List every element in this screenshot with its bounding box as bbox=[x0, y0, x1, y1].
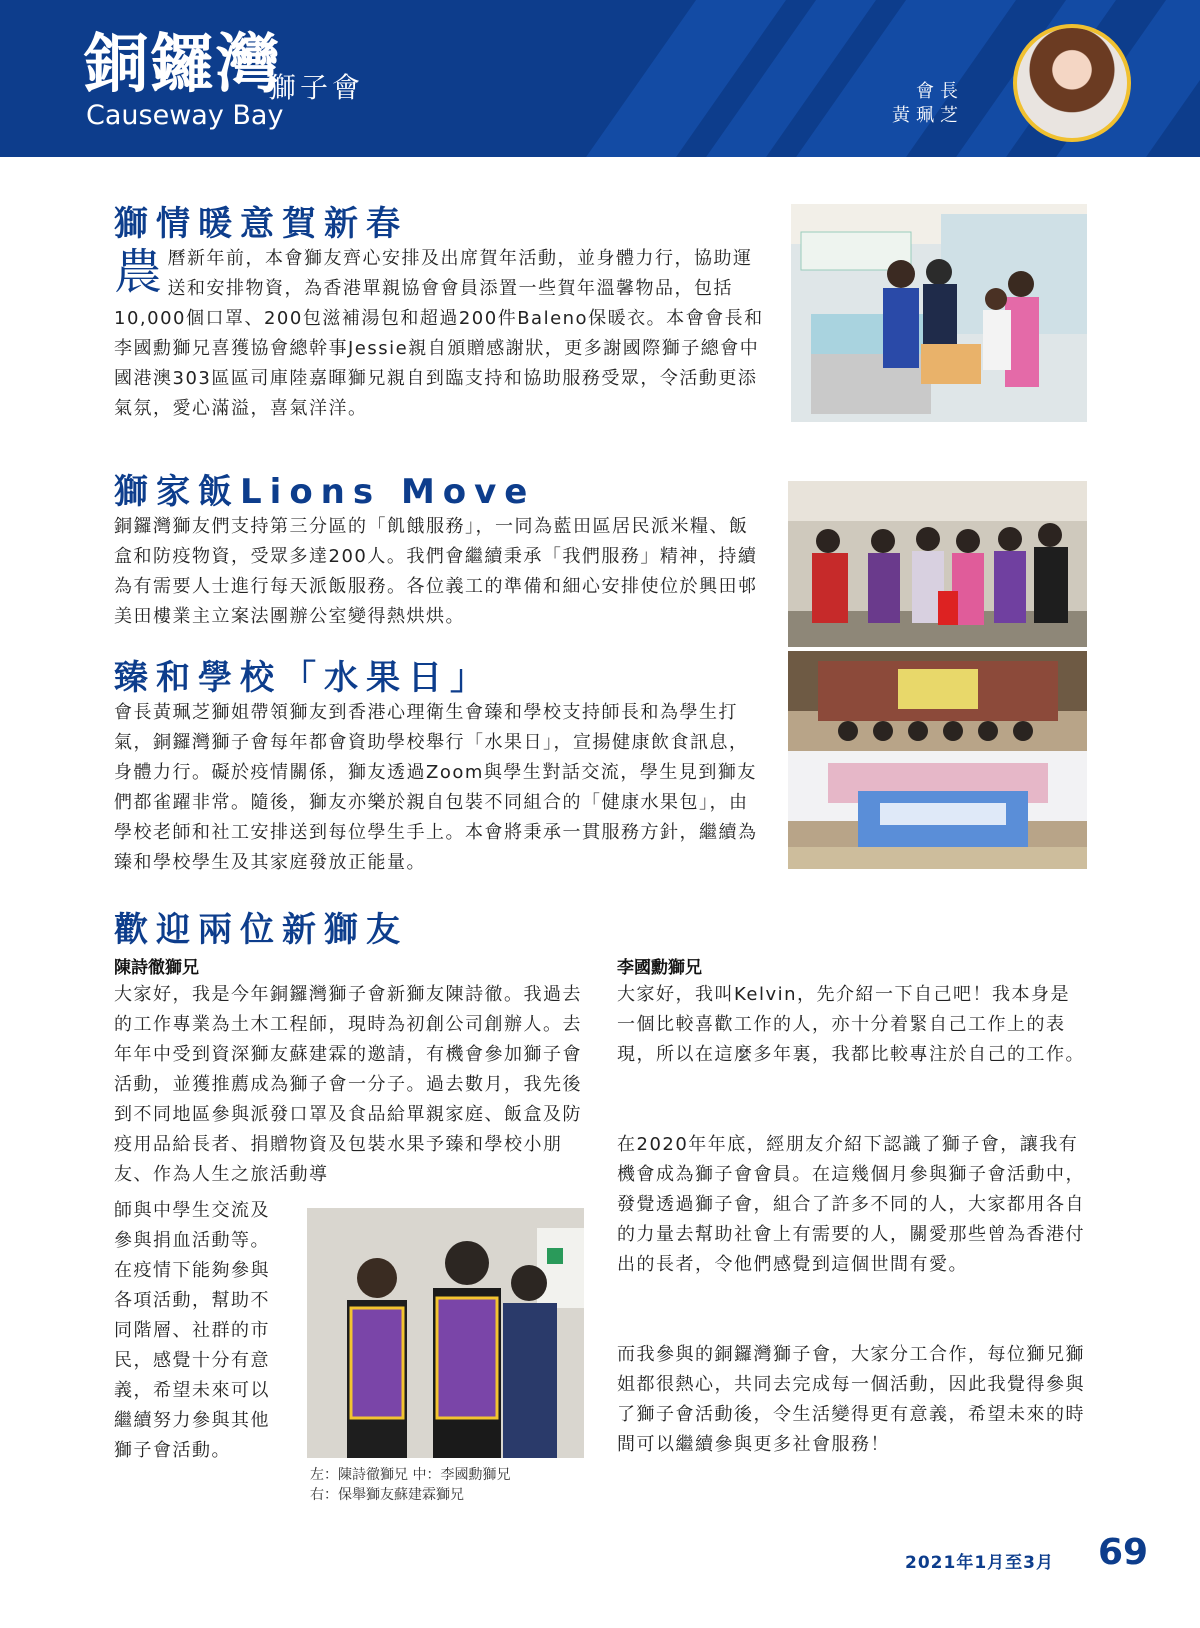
section-title-fruit-day: 臻和學校「水果日」 bbox=[114, 658, 492, 698]
club-title-en: Causeway Bay bbox=[86, 100, 284, 131]
photo-new-members bbox=[307, 1208, 584, 1458]
member-name-left: 陳詩徹獅兄 bbox=[114, 958, 199, 978]
member-name-right: 李國勳獅兄 bbox=[617, 958, 702, 978]
photo-lions-move bbox=[788, 481, 1087, 647]
president-avatar bbox=[1013, 24, 1131, 142]
issue-date: 2021年1月至3月 bbox=[905, 1553, 1054, 1573]
section-body-lions-move: 銅鑼灣獅友們支持第三分區的「飢餓服務」，一同為藍田區居民派米糧、飯盒和防疫物資，受眾多達200人。我們會繼續秉承「我們服務」精神，持續為有需要人士進行每天派飯服務。各位義工的準備和細心安排使位於興田邨美田樓業主立案法團辦公室變得熱烘烘。 bbox=[114, 516, 758, 627]
photo-new-year-event bbox=[791, 204, 1087, 422]
club-title: 銅鑼灣 bbox=[84, 28, 282, 102]
body-text: 曆新年前，本會獅友齊心安排及出席賀年活動，並身體力行，協助運送和安排物資，為香港單親協會會員添置一些賀年溫馨物品，包括10,000個口罩、200包滋補湯包和超過200件Baleno保暖衣。本會會長和李國勳獅兄喜獲協會總幹事Jessie親自頒贈感謝狀，更多謝國際獅子總會中國港澳303區區司庫陸嘉暉獅兄親自到臨支持和協助服務受眾，令活動更添氣氛，愛心滿溢，喜氣洋洋。 bbox=[114, 248, 764, 419]
club-title-sub: 獅子會 bbox=[268, 71, 365, 104]
member-bio-left-bottom: 師與中學生交流及參與捐血活動等。在疫情下能夠參與各項活動，幫助不同階層、社群的市民，感覺十分有意義，希望未來可以繼續努力參與其他獅子會活動。 bbox=[114, 1200, 270, 1461]
member-bio-right-p1: 大家好，我叫Kelvin，先介紹一下自己吧！我本身是一個比較喜歡工作的人，亦十分着緊自己工作上的表現，所以在這麼多年裏，我都比較專注於自己的工作。 bbox=[617, 984, 1085, 1065]
dropcap: 農 bbox=[114, 244, 164, 300]
photo-caption bbox=[310, 1465, 610, 1505]
caption-line: 右：保舉獅友蘇建霖獅兄 bbox=[310, 1487, 464, 1503]
section-title-new-year: 獅情暖意賀新春 bbox=[114, 204, 408, 244]
header-banner bbox=[0, 0, 1200, 157]
section-title-lions-move: 獅家飯Lions Move bbox=[114, 472, 536, 512]
caption-line: 左：陳詩徹獅兄 中：李國勳獅兄 bbox=[310, 1467, 511, 1483]
section-body-new-year bbox=[114, 244, 766, 424]
page-number: 69 bbox=[1098, 1532, 1149, 1573]
photo-fruit-day bbox=[788, 651, 1087, 869]
president-role: 會長 bbox=[916, 81, 964, 102]
member-bio-right-p2: 在2020年年底，經朋友介紹下認識了獅子會，讓我有機會成為獅子會會員。在這幾個月參與獅子會活動中，發覺透過獅子會，組合了許多不同的人，大家都用各自的力量去幫助社會上有需要的人，關愛那些曾為香港付出的長者，令他們感覺到這個世間有愛。 bbox=[617, 1134, 1085, 1275]
section-title-new-members: 歡迎兩位新獅友 bbox=[114, 910, 408, 950]
president-name: 黃珮芝 bbox=[892, 105, 964, 126]
member-bio-left-top: 大家好，我是今年銅鑼灣獅子會新獅友陳詩徹。我過去的工作專業為土木工程師，現時為初創公司創辦人。去年年中受到資深獅友蘇建霖的邀請，有機會參加獅子會活動，並獲推薦成為獅子會一分子。過去數月，我先後到不同地區參與派發口罩及食品給單親家庭、飯盒及防疫用品給長者、捐贈物資及包裝水果予臻和學校小朋友、作為人生之旅活動導 bbox=[114, 984, 582, 1185]
section-body-fruit-day: 會長黃珮芝獅姐帶領獅友到香港心理衛生會臻和學校支持師長和為學生打氣，銅鑼灣獅子會每年都會資助學校舉行「水果日」，宣揚健康飲食訊息，身體力行。礙於疫情關係，獅友透過Zoom與學生對話交流，學生見到獅友們都雀躍非常。隨後，獅友亦樂於親自包裝不同組合的「健康水果包」，由學校老師和社工安排送到每位學生手上。本會將秉承一貫服務方針，繼續為臻和學校學生及其家庭發放正能量。 bbox=[114, 702, 758, 873]
member-bio-right-p3: 而我參與的銅鑼灣獅子會，大家分工合作，每位獅兄獅姐都很熱心，共同去完成每一個活動，因此我覺得參與了獅子會活動後，令生活變得更有意義，希望未來的時間可以繼續參與更多社會服務！ bbox=[617, 1344, 1085, 1455]
president-label bbox=[892, 80, 964, 128]
